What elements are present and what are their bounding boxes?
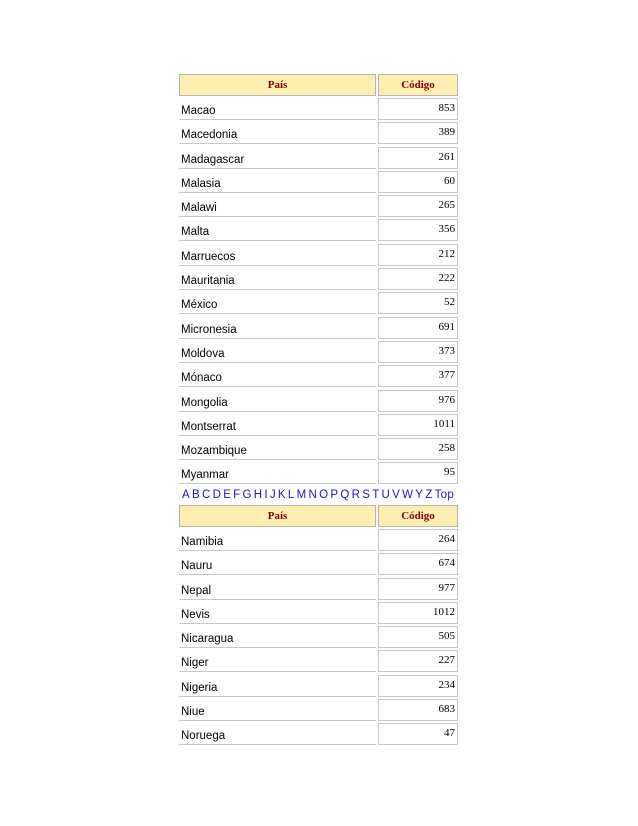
country-name: Mozambique	[179, 438, 376, 460]
table-row	[179, 290, 458, 314]
table-header	[179, 74, 458, 96]
country-code: 505	[378, 626, 458, 648]
table-row	[179, 697, 458, 721]
country-code: 264	[378, 529, 458, 551]
country-code: 258	[378, 438, 458, 460]
country-code: 1012	[378, 602, 458, 624]
country-name: Mauritania	[179, 268, 376, 290]
alphabet-nav	[182, 489, 456, 501]
nav-link-y[interactable]: Y	[415, 489, 424, 501]
country-code: 212	[378, 244, 458, 266]
country-name: Nevis	[179, 602, 376, 624]
table-row	[179, 460, 458, 484]
nav-link-k[interactable]: K	[277, 489, 286, 501]
column-header-pais: País	[179, 74, 376, 96]
country-name: Macao	[179, 98, 376, 120]
country-name: Malawi	[179, 195, 376, 217]
nav-link-w[interactable]: W	[402, 489, 414, 501]
nav-link-r[interactable]: R	[351, 489, 361, 501]
table-row	[179, 600, 458, 624]
country-name: Nigeria	[179, 675, 376, 697]
nav-link-m[interactable]: M	[296, 489, 307, 501]
country-code: 389	[378, 122, 458, 144]
country-code: 377	[378, 365, 458, 387]
country-code: 265	[378, 195, 458, 217]
country-code: 95	[378, 462, 458, 484]
nav-link-e[interactable]: E	[223, 489, 232, 501]
nav-link-a[interactable]: A	[182, 489, 190, 501]
country-code: 977	[378, 578, 458, 600]
nav-link-j[interactable]: J	[269, 489, 276, 501]
table-row	[179, 266, 458, 290]
table-row	[179, 551, 458, 575]
table-row	[179, 96, 458, 120]
table-row	[179, 412, 458, 436]
nav-link-c[interactable]: C	[201, 489, 211, 501]
country-name: Mongolia	[179, 390, 376, 412]
nav-link-z[interactable]: Z	[425, 489, 433, 501]
nav-link-g[interactable]: G	[242, 489, 252, 501]
country-name: Nepal	[179, 578, 376, 600]
country-name: Malasia	[179, 171, 376, 193]
country-name: Montserrat	[179, 414, 376, 436]
country-name: Niue	[179, 699, 376, 721]
table-row	[179, 242, 458, 266]
country-code: 356	[378, 219, 458, 241]
table-row	[179, 673, 458, 697]
table-body	[179, 527, 458, 746]
nav-link-u[interactable]: U	[381, 489, 391, 501]
table-row	[179, 648, 458, 672]
country-name: Micronesia	[179, 317, 376, 339]
table-row	[179, 339, 458, 363]
country-name: Noruega	[179, 723, 376, 745]
country-name: Nicaragua	[179, 626, 376, 648]
country-code: 1011	[378, 414, 458, 436]
table-row	[179, 145, 458, 169]
nav-link-t[interactable]: T	[372, 489, 380, 501]
country-code: 60	[378, 171, 458, 193]
country-name: Nauru	[179, 553, 376, 575]
nav-link-o[interactable]: O	[319, 489, 329, 501]
country-name: Mónaco	[179, 365, 376, 387]
country-name: Namibia	[179, 529, 376, 551]
nav-link-n[interactable]: N	[308, 489, 318, 501]
country-code: 683	[378, 699, 458, 721]
country-code: 227	[378, 650, 458, 672]
country-code: 853	[378, 98, 458, 120]
table-row	[179, 315, 458, 339]
nav-link-d[interactable]: D	[212, 489, 222, 501]
nav-link-b[interactable]: B	[191, 489, 200, 501]
nav-link-p[interactable]: P	[330, 489, 339, 501]
table-header	[179, 505, 458, 527]
table-row	[179, 436, 458, 460]
nav-link-top[interactable]: Top	[434, 489, 455, 501]
table-row	[179, 217, 458, 241]
country-code: 674	[378, 553, 458, 575]
column-header-pais: País	[179, 505, 376, 527]
table-body	[179, 96, 458, 485]
country-name: Marruecos	[179, 244, 376, 266]
table-row	[179, 576, 458, 600]
country-name: México	[179, 292, 376, 314]
nav-link-l[interactable]: L	[287, 489, 295, 501]
column-header-codigo: Código	[378, 74, 458, 96]
nav-link-q[interactable]: Q	[340, 489, 350, 501]
table-row	[179, 363, 458, 387]
column-header-codigo: Código	[378, 505, 458, 527]
country-code: 47	[378, 723, 458, 745]
table-row	[179, 193, 458, 217]
table-row	[179, 388, 458, 412]
country-name: Madagascar	[179, 147, 376, 169]
country-table-m	[179, 74, 458, 485]
country-code: 52	[378, 292, 458, 314]
table-row	[179, 624, 458, 648]
table-row	[179, 120, 458, 144]
country-name: Moldova	[179, 341, 376, 363]
table-row	[179, 527, 458, 551]
country-name: Myanmar	[179, 462, 376, 484]
country-code: 373	[378, 341, 458, 363]
country-code: 691	[378, 317, 458, 339]
nav-link-s[interactable]: S	[362, 489, 371, 501]
country-name: Malta	[179, 219, 376, 241]
nav-link-f[interactable]: F	[233, 489, 241, 501]
country-code: 222	[378, 268, 458, 290]
table-row	[179, 721, 458, 745]
country-code: 234	[378, 675, 458, 697]
country-code: 261	[378, 147, 458, 169]
country-name: Niger	[179, 650, 376, 672]
country-code: 976	[378, 390, 458, 412]
country-table-n	[179, 505, 458, 746]
country-name: Macedonia	[179, 122, 376, 144]
nav-link-h[interactable]: H	[253, 489, 263, 501]
table-row	[179, 169, 458, 193]
nav-link-v[interactable]: V	[392, 489, 401, 501]
nav-link-i[interactable]: I	[264, 489, 268, 501]
